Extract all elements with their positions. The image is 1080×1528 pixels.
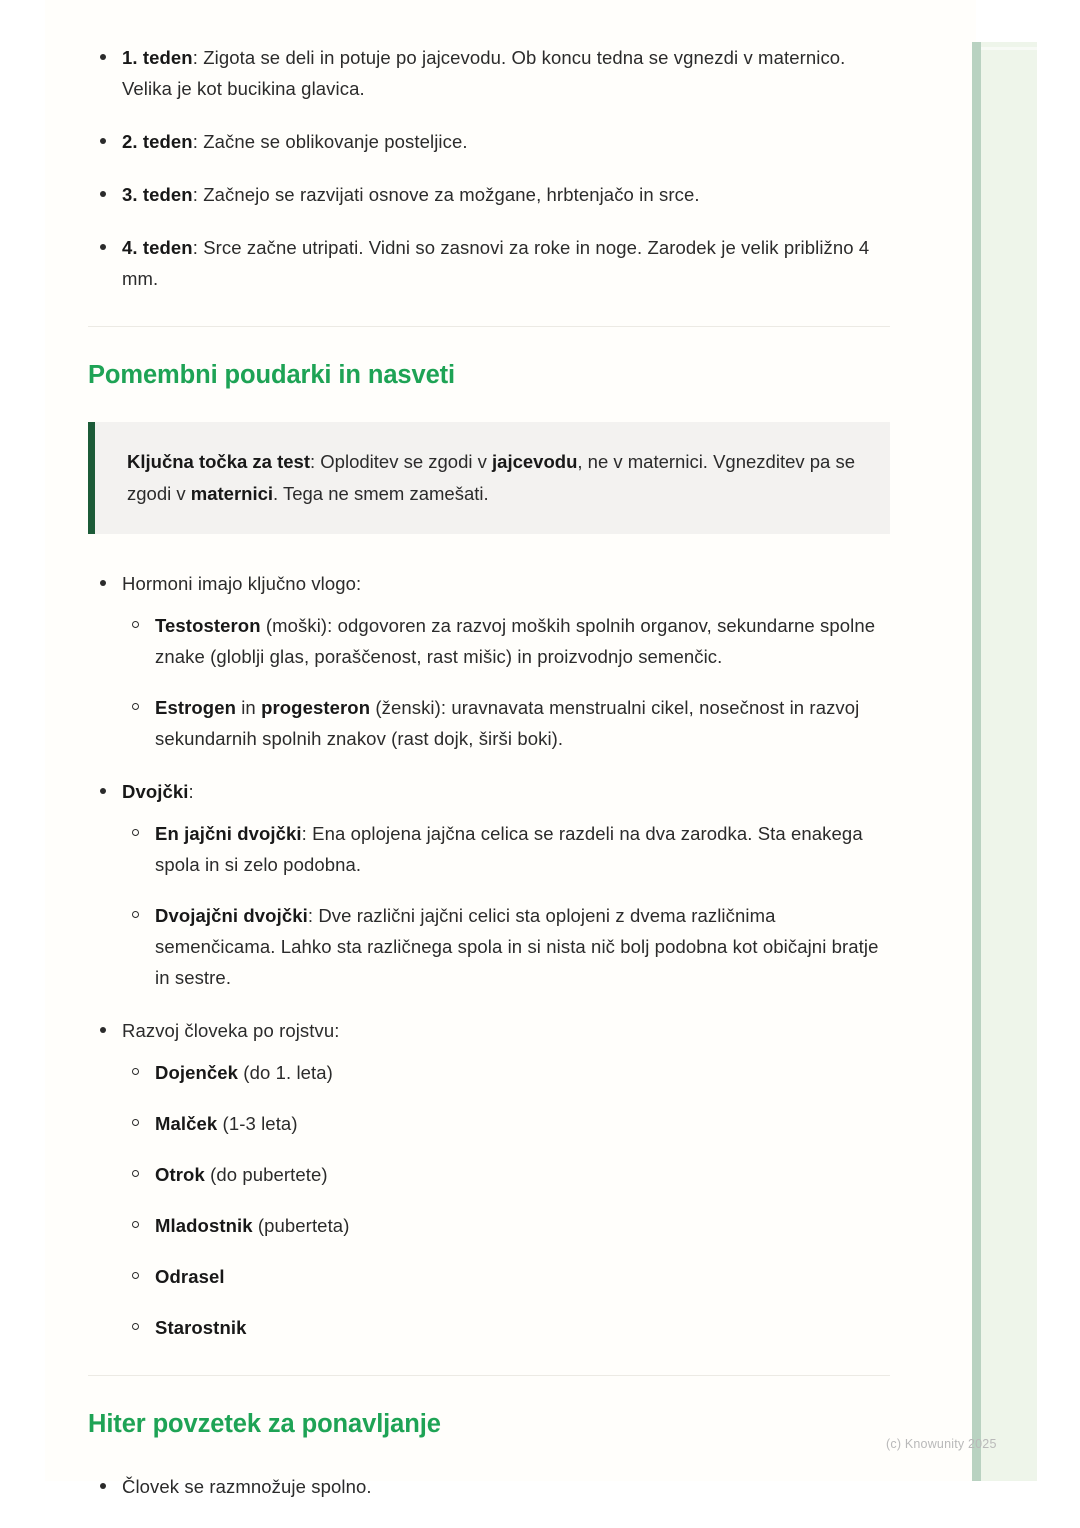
week-text: Zigota se deli in potuje po jajcevodu. Ob koncu tedna se vgnezdi v maternico. Velika je kot bucikina glavica.	[122, 47, 846, 99]
twins-parent-label: Dvojčki	[122, 781, 189, 802]
stage-detail: (do pubertete)	[204, 1164, 328, 1185]
list-item	[122, 1159, 890, 1190]
twin-type: Dvojajčni dvojčki	[155, 905, 308, 926]
list-item	[122, 1312, 890, 1343]
week-text: Začnejo se razvijati osnove za možgane, hrbtenjačo in srce.	[203, 184, 700, 205]
hormones-parent-label: Hormoni imajo ključno vlogo:	[122, 573, 362, 594]
bullet-circle-icon	[132, 703, 139, 710]
hormone-name-2: progesteron	[261, 697, 371, 718]
list-item	[122, 1057, 890, 1088]
stage-detail: (1-3 leta)	[217, 1113, 298, 1134]
stage-name: Otrok	[155, 1164, 205, 1185]
twin-text: : Dve različni jajčni celici sta oplojeni z dvema različnima semenčicama. Lahko sta različnega spola in si nista nič bolj podobna kot običajni bratje in sestre.	[155, 905, 879, 988]
bullet-circle-icon	[132, 621, 139, 628]
bullet-disc-icon	[100, 138, 106, 144]
week-separator: :	[192, 184, 204, 205]
key-point-callout	[88, 422, 890, 534]
stage-name: Dojenček	[155, 1062, 239, 1083]
bullet-circle-icon	[132, 1272, 139, 1279]
list-item	[88, 126, 890, 157]
bullet-circle-icon	[132, 911, 139, 918]
week-separator: :	[192, 47, 204, 68]
callout-strong-2: maternici	[190, 483, 274, 504]
footer-copyright: (c) Knowunity 2025	[886, 1437, 997, 1451]
hormone-name: Estrogen	[155, 697, 236, 718]
bullet-circle-icon	[132, 829, 139, 836]
weeks-list	[88, 42, 890, 294]
list-item-twins	[88, 776, 890, 993]
section-heading-summary: Hiter povzetek za ponavljanje	[88, 1410, 441, 1438]
list-item	[122, 1261, 890, 1292]
twins-sublist	[122, 818, 890, 993]
hormone-text: (moški): odgovoren za razvoj moških spolnih organov, sekundarne spolne znake (globlji glas, poraščenost, rast mišic) in proizvodnjo semenčic.	[155, 615, 876, 667]
week-label: 2. teden	[122, 131, 193, 152]
bullet-disc-icon	[100, 244, 106, 250]
list-item-hormones	[88, 568, 890, 754]
callout-part2: , ne v maternici. Vgnezditev pa se zgodi v	[127, 451, 856, 504]
list-item-postnatal	[88, 1015, 890, 1343]
section-divider	[88, 326, 890, 327]
summary-text: Človek se razmnožuje spolno.	[122, 1476, 372, 1497]
document-content	[45, 0, 976, 1497]
callout-strong-1: jajcevodu	[492, 451, 578, 472]
stage-name: Odrasel	[155, 1266, 225, 1287]
week-text: Začne se oblikovanje posteljice.	[203, 131, 468, 152]
list-item	[88, 232, 890, 294]
list-item	[122, 900, 890, 993]
callout-lead: Ključna točka za test	[127, 451, 311, 472]
week-label: 1. teden	[122, 47, 193, 68]
right-green-panel-topline	[981, 47, 1037, 50]
list-item	[122, 692, 890, 754]
bullet-disc-icon	[100, 1483, 106, 1489]
list-item	[122, 1210, 890, 1241]
list-item	[122, 1108, 890, 1139]
list-item	[122, 610, 890, 672]
right-green-panel	[981, 42, 1037, 1481]
hormone-name: Testosteron	[155, 615, 261, 636]
stage-detail: (puberteta)	[252, 1215, 350, 1236]
bullet-disc-icon	[100, 191, 106, 197]
bullet-circle-icon	[132, 1068, 139, 1075]
section-divider	[88, 1375, 890, 1376]
twin-text: : Ena oplojena jajčna celica se razdeli na dva zarodka. Sta enakega spola in si zelo podobna.	[155, 823, 863, 875]
stage-detail: (do 1. leta)	[238, 1062, 333, 1083]
bullet-disc-icon	[100, 788, 106, 794]
bullet-disc-icon	[100, 1027, 106, 1033]
callout-part3: . Tega ne smem zamešati.	[273, 483, 489, 504]
postnatal-sublist	[122, 1057, 890, 1343]
bullet-circle-icon	[132, 1323, 139, 1330]
hormone-conjunction: in	[235, 697, 262, 718]
stage-name: Starostnik	[155, 1317, 247, 1338]
twin-type: En jajčni dvojčki	[155, 823, 302, 844]
postnatal-parent-label: Razvoj človeka po rojstvu:	[122, 1020, 340, 1041]
week-text: Srce začne utripati. Vidni so zasnovi za roke in noge. Zarodek je velik približno 4 mm.	[122, 237, 870, 289]
bullet-disc-icon	[100, 580, 106, 586]
week-label: 3. teden	[122, 184, 193, 205]
stage-name: Mladostnik	[155, 1215, 253, 1236]
bullet-circle-icon	[132, 1119, 139, 1126]
stage-name: Malček	[155, 1113, 218, 1134]
callout-part1: : Oploditev se zgodi v	[310, 451, 493, 472]
list-item	[88, 42, 890, 104]
twins-parent-rest: :	[188, 781, 194, 802]
bullet-circle-icon	[132, 1221, 139, 1228]
summary-list	[88, 1471, 890, 1502]
week-separator: :	[192, 237, 204, 258]
week-separator: :	[192, 131, 204, 152]
list-item	[122, 818, 890, 880]
list-item	[88, 1471, 890, 1502]
list-item	[88, 179, 890, 210]
section-heading-highlights: Pomembni poudarki in nasveti	[88, 361, 456, 389]
hormone-text: (ženski): uravnavata menstrualni cikel, nosečnost in razvoj sekundarnih spolnih znakov (rast dojk, širši boki).	[155, 697, 860, 749]
hormones-sublist	[122, 610, 890, 754]
highlights-list	[88, 568, 890, 1343]
week-label: 4. teden	[122, 237, 193, 258]
bullet-circle-icon	[132, 1170, 139, 1177]
bullet-disc-icon	[100, 54, 106, 60]
